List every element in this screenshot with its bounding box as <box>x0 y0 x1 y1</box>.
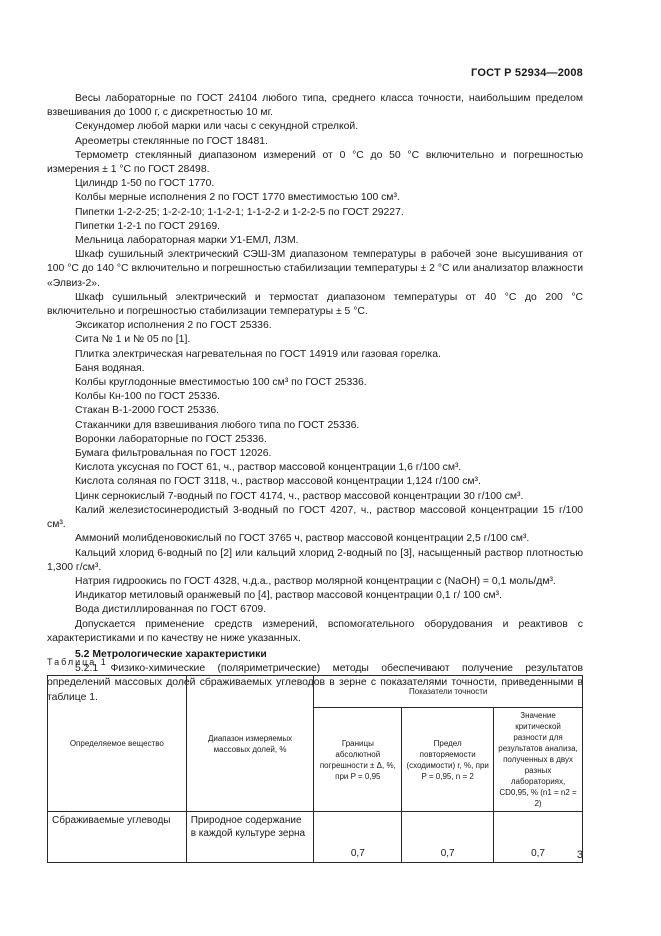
header-range: Диапазон измеряемых массовых долей, % <box>186 676 314 812</box>
text-line: Мельница лабораторная марки У1-ЕМЛ, ЛЗМ. <box>75 235 299 247</box>
text-line: Ареометры стеклянные по ГОСТ 18481. <box>75 135 268 147</box>
cell-repeatability: 0,7 <box>402 812 494 863</box>
paragraph-5-2-1: 5.2.1 Физико-химические (поляриметрические) методы обеспечивают получение результатов определений массовых долей сбраживаемых углеводов в зерне с показателями точности, приведенными в таблице 1. <box>47 663 583 703</box>
text-line: Колбы Кн-100 по ГОСТ 25336. <box>75 391 221 403</box>
header-critical-difference: Значение критической разности для результатов анализа, полученных в двух разных лабораториях, CD0,95, % (n1 = n2 = 2) <box>494 708 583 812</box>
text-line: Весы лабораторные по ГОСТ 24104 любого типа, среднего класса точности, наибольшим пределом взвешивания до 1000 г, с дискретностью 10 мг. <box>47 93 583 119</box>
cell-substance: Сбраживаемые углеводы <box>48 812 187 863</box>
text-line: Кислота уксусная по ГОСТ 61, ч., раствор массовой концентрации 1,6 г/100 см³. <box>75 462 462 474</box>
text-line: Бумага фильтровальная по ГОСТ 12026. <box>75 448 272 460</box>
text-line: Натрия гидроокись по ГОСТ 4328, ч.д.а., раствор молярной концентрации c (NaOH) = 0,1 моль/дм³. <box>75 575 556 587</box>
cell-range: Природное содержание в каждой культуре зерна <box>186 812 314 863</box>
text-line: Допускается применение средств измерений, вспомогательного оборудования и реактивов с характеристиками и по качеству не ниже указанных. <box>47 618 583 644</box>
cell-critical-difference: 0,7 <box>494 812 583 863</box>
page-number: 3 <box>576 849 583 861</box>
text-line: Колбы мерные исполнения 2 по ГОСТ 1770 вместимостью 100 см³. <box>75 192 400 204</box>
text-line: Аммоний молибденовокислый по ГОСТ 3765 ч, раствор массовой концентрации 2,5 г/100 см³. <box>75 533 530 545</box>
text-line: Шкаф сушильный электрический и термостат диапазоном температуры от 40 °С до 200 °С включительно и погрешностью стабилизации температуры ± 5 °С. <box>47 291 583 318</box>
text-line: Эксикатор исполнения 2 по ГОСТ 25336. <box>75 320 272 332</box>
section-heading <box>47 648 583 662</box>
header-accuracy-group: Показатели точности <box>314 676 583 708</box>
text-line: Индикатор метиловый оранжевый по [4], раствор массовой концентрации 0,1 г/ 100 см³. <box>75 590 502 602</box>
text-line: Термометр стеклянный диапазоном измерений от 0 °С до 50 °С включительно и погрешностью измерения ± 1 °С по ГОСТ 28498. <box>47 149 583 176</box>
section-title: Метрологические характеристики <box>92 648 267 660</box>
text-line: Калий железистосинеродистый 3-водный по ГОСТ 4207, ч., раствор массовой концентрации 15 г/100 см³. <box>47 504 583 531</box>
text-line: Стакан В-1-2000 ГОСТ 25336. <box>75 405 220 417</box>
table-caption: Таблица 1 <box>47 657 108 667</box>
text-line: Цинк сернокислый 7-водный по ГОСТ 4174, ч., раствор массовой концентрации 30 г/100 см³. <box>75 490 524 502</box>
text-line: Сита № 1 и № 05 по [1]. <box>75 334 191 346</box>
text-line: Кальций хлорид 6-водный по [2] или кальций хлорид 2-водный по [3], насыщенный раствор плотностью 1,300 г/см³. <box>47 547 583 573</box>
section-number: 5.2 <box>75 648 90 660</box>
cell-abs-error: 0,7 <box>314 812 402 863</box>
text-line: Плитка электрическая нагревательная по ГОСТ 14919 или газовая горелка. <box>75 348 441 360</box>
text-line: Колбы круглодонные вместимостью 100 см³ по ГОСТ 25336. <box>75 377 367 389</box>
text-line: Вода дистиллированная по ГОСТ 6709. <box>75 604 267 616</box>
table-row <box>48 812 583 863</box>
text-line: Шкаф сушильный электрический СЭШ-3М диапазоном температуры в рабочей зоне высушивания от 100 °С до 140 °С включительно и погрешностью стабилизации температуры ± 2 °С или анализатор влажности «Элвиз-2». <box>47 249 583 289</box>
text-line: Баня водяная. <box>75 362 145 374</box>
text-line: Пипетки 1-2-1 по ГОСТ 29169. <box>75 220 221 232</box>
header-abs-error: Границы абсолютной погрешности ± Δ, %, при P = 0,95 <box>314 708 402 812</box>
header-repeatability: Предел повторяемости (сходимости) r, %, при P = 0,95, n = 2 <box>402 708 494 812</box>
text-line: Пипетки 1-2-2-25; 1-2-2-10; 1-1-2-1; 1-1-2-2 и 1-2-2-5 по ГОСТ 29227. <box>75 206 404 218</box>
text-line: Воронки лабораторные по ГОСТ 25336. <box>75 433 267 445</box>
text-line: Цилиндр 1-50 по ГОСТ 1770. <box>75 178 215 190</box>
header-substance: Определяемое вещество <box>48 676 187 812</box>
text-line: Стаканчики для взвешивания любого типа по ГОСТ 25336. <box>75 419 360 431</box>
document-body <box>47 92 583 705</box>
text-line: Кислота соляная по ГОСТ 3118, ч., раствор массовой концентрации 1,124 г/100 см³. <box>75 476 481 488</box>
text-line: Секундомер любой марки или часы с секундной стрелкой. <box>75 121 359 133</box>
document-code: ГОСТ Р 52934—2008 <box>471 67 583 79</box>
accuracy-table <box>47 675 583 863</box>
